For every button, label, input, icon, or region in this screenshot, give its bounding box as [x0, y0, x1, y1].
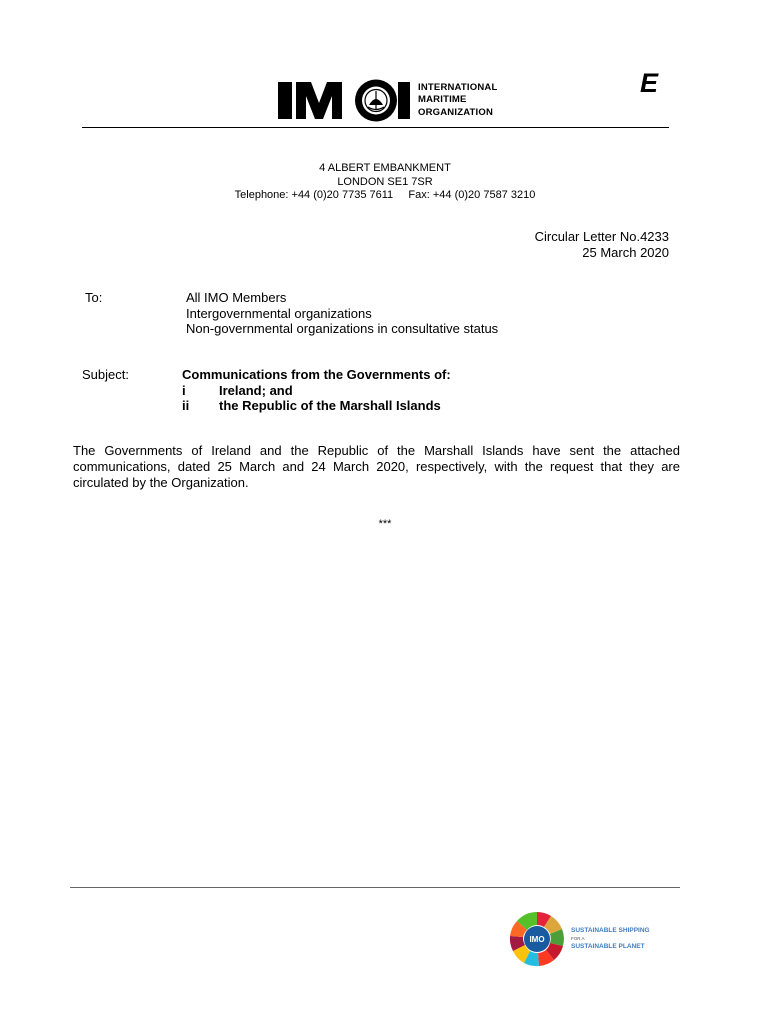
circular-number: Circular Letter No.4233 [534, 229, 669, 244]
circular-reference [535, 229, 669, 261]
address-line-3: Telephone: +44 (0)20 7735 7611 Fax: +44 (0)20 7587 3210 [234, 189, 536, 201]
subject-item-number: ii [182, 398, 190, 413]
logo-line-3: ORGANIZATION [418, 106, 494, 118]
sustainable-shipping-logo [508, 910, 668, 968]
subject-title: Communications from the Governments of: [182, 367, 451, 382]
footer-line-1: SUSTAINABLE SHIPPING [571, 927, 650, 934]
imo-logo-wordmark [418, 82, 497, 120]
sdg-wheel-icon [508, 910, 566, 968]
recipient-item: Intergovernmental organizations [186, 305, 372, 321]
address-block [0, 162, 770, 203]
recipient-list [186, 290, 498, 337]
language-marker: E [640, 68, 659, 98]
imo-logo-mark [278, 79, 410, 122]
logo-line-2: MARITIME [418, 94, 467, 106]
footer-logo-mark: IMO [529, 935, 545, 944]
body-paragraph: The Governments of Ireland and the Republic of the Marshall Islands have sent the attached communications, dated 25 March and 24 March 2020, respectively, with the request that they are circulated by the Organization. [73, 443, 680, 490]
subject-item-number: i [182, 382, 186, 398]
footer-line-3: SUSTAINABLE PLANET [571, 943, 645, 950]
recipient-item: Non-governmental organizations in consultative status [186, 321, 499, 336]
subject-item-text: Ireland; and [219, 382, 293, 398]
subject-item-text: the Republic of the Marshall Islands [219, 398, 441, 413]
section-separator: *** [378, 518, 392, 530]
header-rule [82, 127, 669, 128]
address-line-2: LONDON SE1 7SR [337, 175, 433, 188]
circular-date: 25 March 2020 [582, 245, 669, 260]
subject-item [182, 398, 451, 414]
imo-logo [278, 79, 497, 122]
logo-line-1: INTERNATIONAL [418, 81, 498, 93]
subject-item [182, 383, 451, 399]
footer-wordmark [571, 927, 650, 951]
to-label: To: [85, 290, 103, 305]
address-line-1: 4 ALBERT EMBANKMENT [319, 162, 451, 174]
footer-line-2: FOR A [571, 936, 585, 941]
subject-label: Subject: [82, 367, 129, 382]
footer-rule [70, 887, 680, 888]
subject-block [182, 367, 451, 414]
recipient-item: All IMO Members [186, 290, 287, 305]
